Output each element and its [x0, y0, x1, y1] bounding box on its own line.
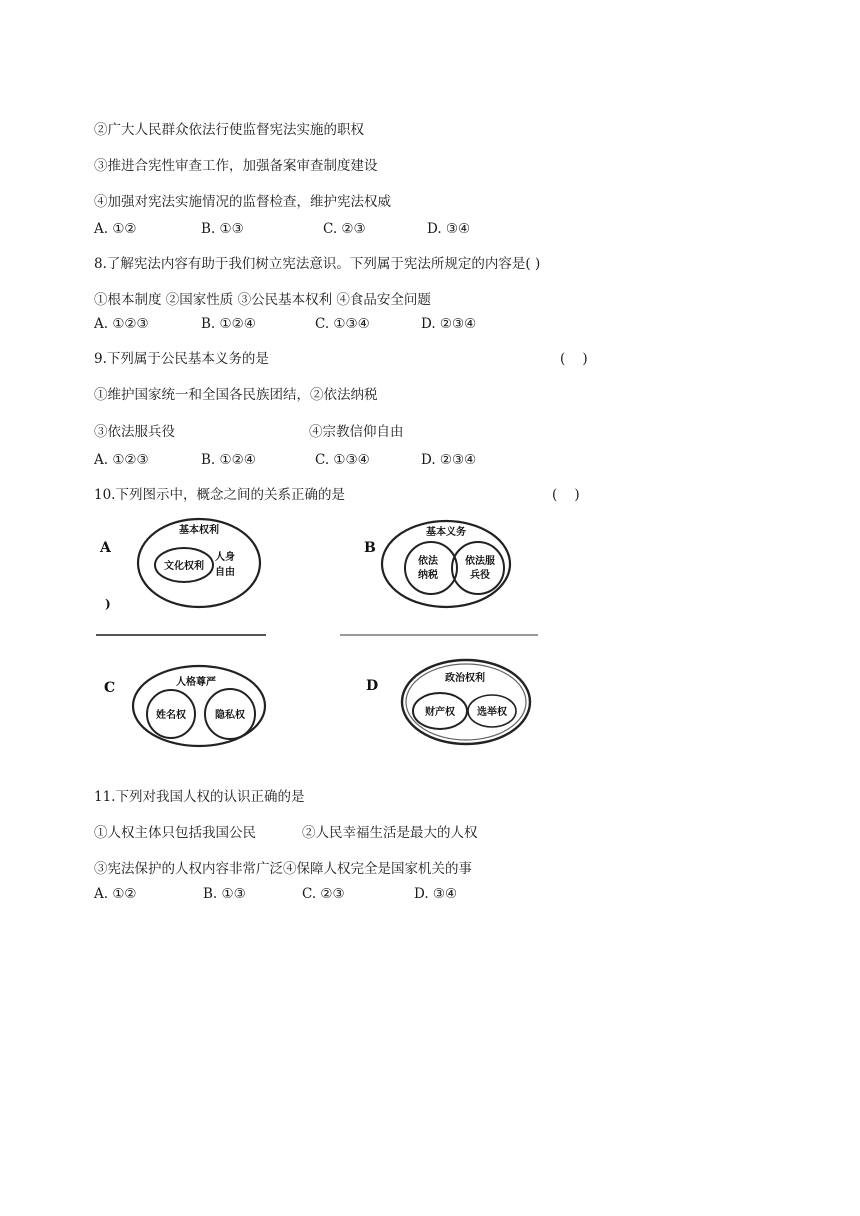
diagram-a-letter: A [100, 540, 111, 556]
diagram-c[interactable] [96, 652, 271, 757]
q9-option-a[interactable]: A. ①②③ [94, 452, 149, 468]
q9-option-b[interactable]: B. ①②④ [201, 452, 256, 468]
q7-item-4: ④加强对宪法实施情况的监督检查，维护宪法权威 [94, 194, 391, 210]
q11-stem: 11.下列对我国人权的认识正确的是 [94, 789, 305, 805]
q11-item-1: ①人权主体只包括我国公民 [94, 825, 256, 841]
diagram-b-left-label-1: 依法 [418, 556, 438, 567]
diagram-a-stray-mark: ) [105, 597, 111, 611]
q8-option-b[interactable]: B. ①②④ [201, 316, 256, 332]
q9-answer-bracket[interactable]: ( ) [560, 351, 588, 367]
diagram-b-letter: B [364, 540, 376, 556]
diagram-c-outer-label: 人格尊严 [176, 677, 216, 688]
q9-item-3: ③依法服兵役 [94, 424, 175, 440]
q7-option-a[interactable]: A. ①② [94, 221, 137, 237]
diagram-b[interactable] [350, 512, 525, 627]
diagram-b-outer-label: 基本义务 [426, 527, 466, 538]
q11-item-2: ②人民幸福生活是最大的人权 [302, 825, 478, 841]
diagram-a-inner-label: 文化权利 [164, 561, 204, 572]
diagram-d-letter: D [366, 678, 379, 694]
diagram-d-outer-label: 政治权利 [445, 673, 485, 684]
diagram-b-left-circle [405, 542, 457, 594]
diagram-a[interactable] [96, 512, 266, 627]
diagram-b-right-label-1: 依法服 [465, 556, 495, 567]
q9-option-d[interactable]: D. ②③④ [421, 452, 477, 468]
q11-options [94, 885, 458, 975]
q11-option-d[interactable]: D. ③④ [414, 886, 458, 902]
q9-item-1-2: ①维护国家统一和全国各民族团结，②依法纳税 [94, 387, 378, 403]
diagram-b-right-circle [452, 542, 504, 594]
q8-option-a[interactable]: A. ①②③ [94, 316, 149, 332]
q8-stem: 8.了解宪法内容有助于我们树立宪法意识。下列属于宪法所规定的内容是( ) [94, 256, 541, 272]
diagram-a-side-label-2: 自由 [215, 567, 235, 578]
q10-answer-bracket[interactable]: ( ) [552, 487, 580, 503]
q8-items: ①根本制度 ②国家性质 ③公民基本权利 ④食品安全问题 [94, 292, 431, 308]
diagram-b-right-label-2: 兵役 [470, 570, 490, 581]
diagram-a-outer-label: 基本权利 [179, 525, 219, 536]
q9-stem: 9.下列属于公民基本义务的是 [94, 351, 269, 367]
q11-option-a[interactable]: A. ①② [94, 886, 137, 902]
diagram-c-letter: C [104, 680, 116, 696]
q8-option-c[interactable]: C. ①③④ [315, 316, 370, 332]
q9-item-4: ④宗教信仰自由 [309, 424, 404, 440]
q11-option-c[interactable]: C. ②③ [302, 886, 345, 902]
q9-option-c[interactable]: C. ①③④ [315, 452, 370, 468]
diagram-d-right-label: 选举权 [477, 707, 507, 718]
q7-option-b[interactable]: B. ①③ [201, 221, 244, 237]
diagram-c-right-label: 隐私权 [215, 710, 245, 721]
diagram-b-left-label-2: 纳税 [418, 570, 438, 581]
q7-item-3: ③推进合宪性审查工作，加强备案审查制度建设 [94, 158, 378, 174]
diagram-a-side-label-1: 人身 [215, 552, 235, 563]
q7-option-c[interactable]: C. ②③ [323, 221, 366, 237]
q11-item-3-4: ③宪法保护的人权内容非常广泛④保障人权完全是国家机关的事 [94, 861, 472, 877]
diagram-d-left-label: 财产权 [425, 707, 455, 718]
divider-left [96, 634, 266, 636]
q7-option-d[interactable]: D. ③④ [427, 221, 471, 237]
q11-option-b[interactable]: B. ①③ [203, 886, 246, 902]
q7-item-2: ②广大人民群众依法行使监督宪法实施的职权 [94, 122, 364, 138]
q10-stem: 10.下列图示中，概念之间的关系正确的是 [94, 487, 345, 503]
diagram-d[interactable] [354, 652, 534, 757]
divider-right [340, 634, 538, 636]
q8-option-d[interactable]: D. ②③④ [421, 316, 477, 332]
diagram-c-left-label: 姓名权 [156, 710, 186, 721]
